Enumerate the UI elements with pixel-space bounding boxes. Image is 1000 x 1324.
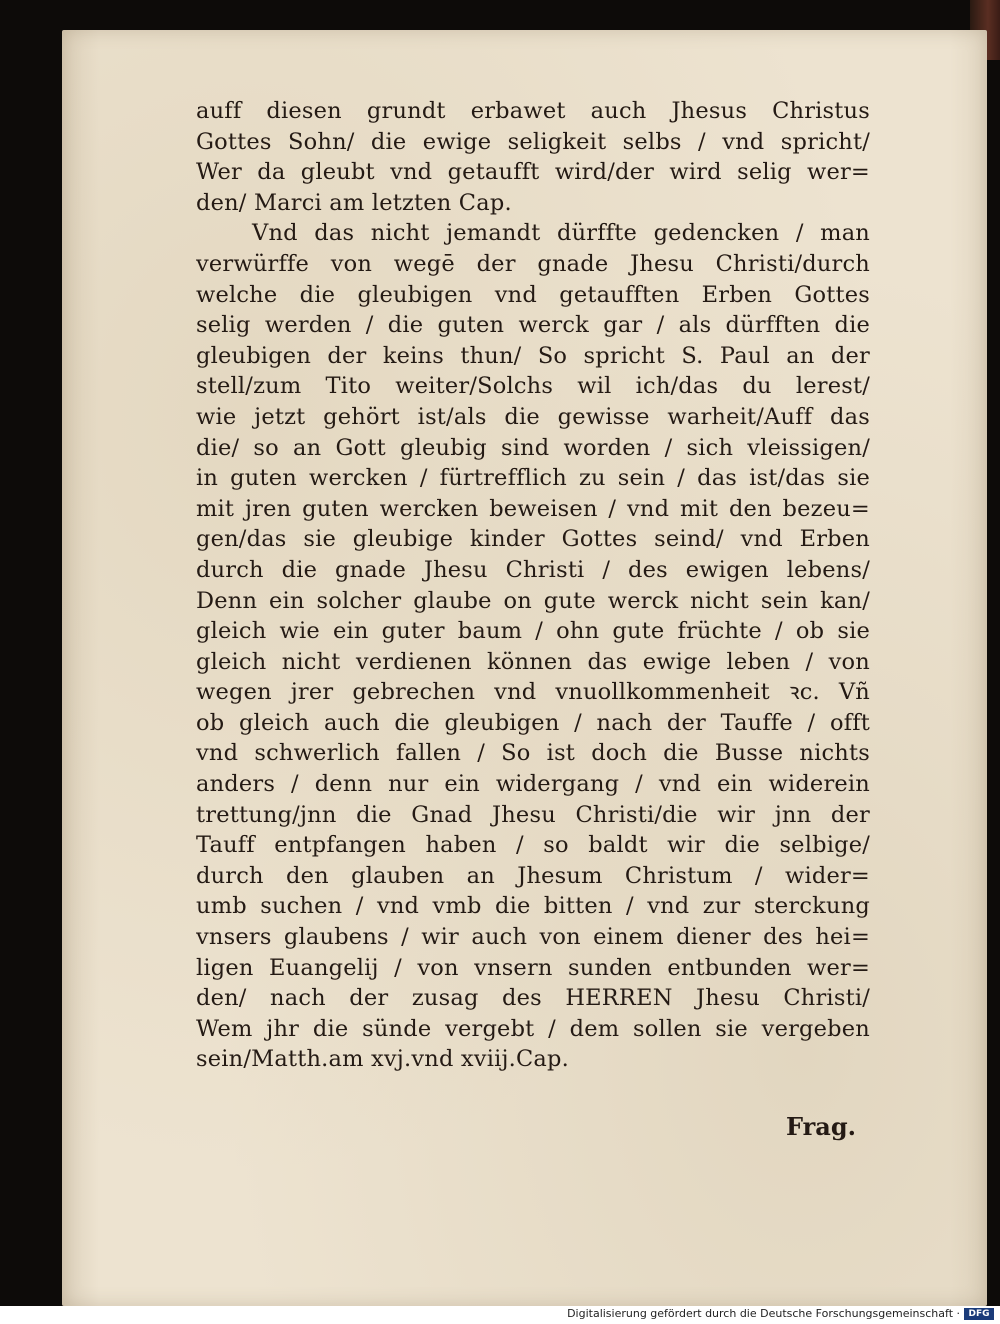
- text-line: den/ nach der zusag des HERREN Jhesu Christi/: [196, 985, 870, 1012]
- text-line: Tauff entpfangen haben / so baldt wir die selbige/: [196, 832, 870, 859]
- text-line: die/ so an Gott gleubig sind worden / sich vleissigen/: [196, 434, 870, 461]
- text-line: trettung/jnn die Gnad Jhesu Christi/die wir jnn der: [196, 801, 870, 828]
- text-line: selig werden / die guten werck gar / als dürfften die: [196, 312, 870, 339]
- text-line: anders / denn nur ein widergang / vnd ein widerein: [196, 771, 870, 798]
- text-line: auff diesen grundt erbawet auch Jhesus Christus: [196, 98, 870, 124]
- text-line: Wem jhr die sünde vergebt / dem sollen sie vergeben: [196, 1015, 870, 1042]
- text-line: durch den glauben an Jhesum Christum / wider=: [196, 862, 870, 889]
- catchword: Frag.: [786, 1112, 856, 1141]
- text-line: wie jetzt gehört ist/als die gewisse warheit/Auff das: [196, 403, 870, 430]
- text-line: ligen Euangelij / von vnsern sunden entbunden wer=: [196, 954, 870, 981]
- text-line: gleich nicht verdienen können das ewige leben / von: [196, 648, 870, 675]
- text-line: Wer da gleubt vnd getaufft wird/der wird selig wer=: [196, 159, 870, 186]
- text-line: gleich wie ein guter baum / ohn gute früchte / ob sie: [196, 618, 870, 645]
- footer-credit: Digitalisierung gefördert durch die Deutsche Forschungsgemeinschaft ·: [567, 1307, 960, 1320]
- text-line: in guten wercken / fürtrefflich zu sein / das ist/das sie: [196, 465, 870, 492]
- text-line: umb suchen / vnd vmb die bitten / vnd zur sterckung: [196, 893, 870, 920]
- text-line: Vnd das nicht jemandt dürffte gedencken / man: [252, 220, 870, 247]
- text-line: stell/zum Tito weiter/Solchs wil ich/das du lerest/: [196, 373, 870, 400]
- text-line: den/ Marci am letzten Cap.: [196, 189, 512, 216]
- text-line: mit jren guten wercken beweisen / vnd mit den bezeu=: [196, 495, 870, 522]
- text-line: sein/Matth.am xvj.vnd xviij.Cap.: [196, 1046, 570, 1073]
- text-line: Gottes Sohn/ die ewige seligkeit selbs / vnd spricht/: [196, 128, 870, 155]
- text-line: ob gleich auch die gleubigen / nach der Tauffe / offt: [196, 709, 870, 736]
- text-line: gleubigen der keins thun/ So spricht S. Paul an der: [196, 342, 870, 369]
- text-line: verwürffe von wegē der gnade Jhesu Christi/durch: [196, 250, 870, 277]
- text-line: durch die gnade Jhesu Christi / des ewigen lebens/: [196, 556, 870, 583]
- page-text: [196, 96, 870, 1075]
- footer-bar: [0, 1306, 1000, 1324]
- text-line: Denn ein solcher glaube on gute werck nicht sein kan/: [196, 587, 870, 614]
- text-line: vnsers glaubens / wir auch von einem diener des hei=: [196, 924, 870, 951]
- text-line: gen/das sie gleubige kinder Gottes seind/ vnd Erben: [196, 526, 870, 553]
- text-line: welche die gleubigen vnd getaufften Erben Gottes: [196, 281, 870, 308]
- text-line: vnd schwerlich fallen / So ist doch die Busse nichts: [196, 740, 870, 767]
- text-line: wegen jrer gebrechen vnd vnuollkommenheit ꝛc. Vñ: [196, 679, 870, 706]
- dfg-logo-icon: DFG: [964, 1308, 994, 1320]
